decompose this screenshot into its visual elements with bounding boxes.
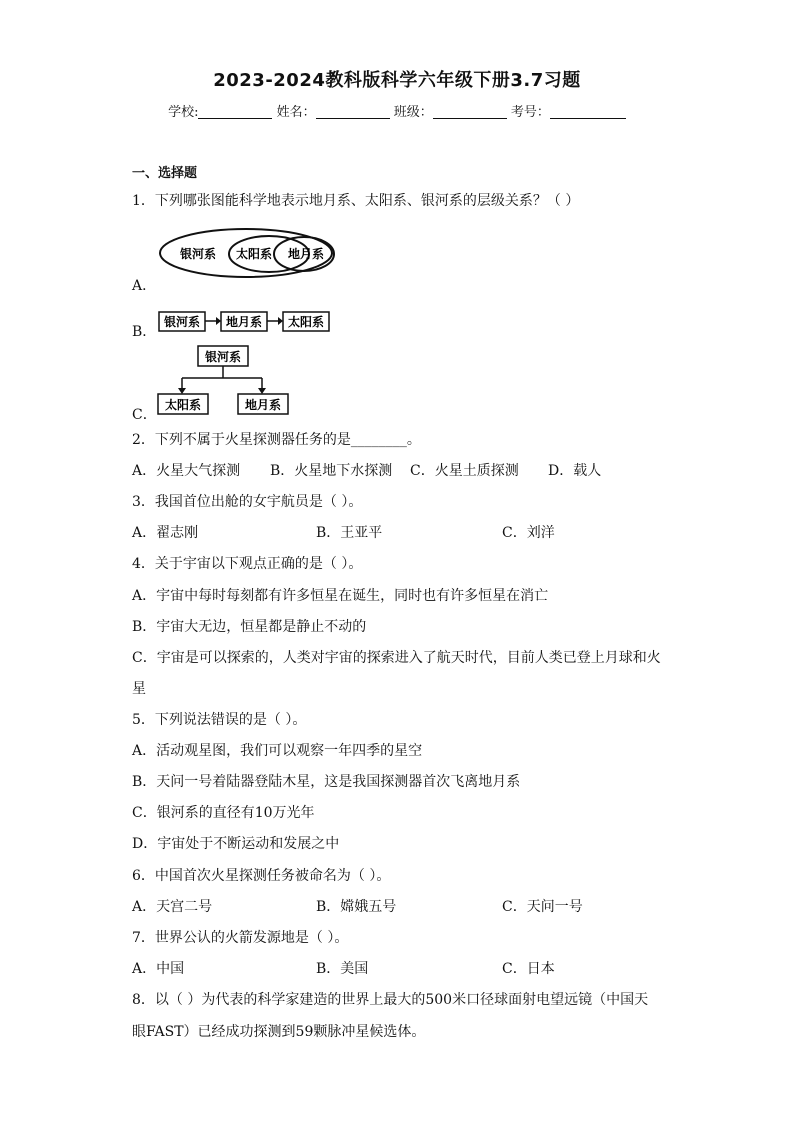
label-solar-system: 太阳系	[235, 247, 273, 261]
question-4-option-a[interactable]: A．宇宙中每时每刻都有许多恒星在诞生，同时也有许多恒星在消亡	[132, 588, 549, 604]
question-2-option-b[interactable]: B．火星地下水探测	[270, 463, 393, 479]
number-label: 考号：	[510, 105, 550, 120]
question-6-option-a[interactable]: A．天宫二号	[132, 899, 213, 915]
question-4-option-c-continued: 星	[132, 681, 146, 697]
question-2-stem: 2．下列不属于火星探测器任务的是________。	[132, 432, 421, 448]
question-3-stem: 3．我国首位出舱的女宇航员是（ ）。	[132, 494, 363, 510]
question-5-option-b[interactable]: B．天问一号着陆器登陆木星，这是我国探测器首次飞离地月系	[132, 774, 521, 790]
student-info-row	[0, 101, 794, 120]
question-4-stem: 4．关于宇宙以下观点正确的是（ ）。	[132, 556, 363, 572]
question-1-option-a[interactable]: A．	[132, 278, 157, 294]
question-5-stem: 5．下列说法错误的是（ ）。	[132, 712, 307, 728]
question-7-option-c[interactable]: C．日本	[502, 961, 555, 977]
question-4-option-b[interactable]: B．宇宙大无边，恒星都是静止不动的	[132, 619, 367, 635]
name-label: 姓名：	[276, 105, 316, 120]
class-label: 班级：	[393, 105, 433, 120]
question-3-option-a[interactable]: A．翟志刚	[132, 525, 199, 541]
box-1-label: 银河系	[163, 315, 201, 329]
box-3-label: 太阳系	[287, 315, 325, 329]
question-2-option-d[interactable]: D．载人	[548, 463, 602, 479]
figure-option-b-chain	[158, 310, 330, 334]
page-title: 2023-2024教科版科学六年级下册3.7习题	[213, 70, 581, 91]
question-4-option-c[interactable]: C．宇宙是可以探索的，人类对宇宙的探索进入了航天时代，目前人类已登上月球和火	[132, 650, 661, 666]
figure-option-a-nested-ellipses	[158, 226, 338, 280]
question-3-option-b[interactable]: B．王亚平	[316, 525, 383, 541]
tree-left-arrowhead	[178, 388, 186, 394]
label-galaxy: 银河系	[179, 247, 217, 261]
school-field[interactable]	[198, 104, 272, 119]
question-3-option-c[interactable]: C．刘洋	[502, 525, 555, 541]
question-7-stem: 7．世界公认的火箭发源地是（ ）。	[132, 930, 349, 946]
question-7-option-a[interactable]: A．中国	[132, 961, 185, 977]
question-1-stem: 1．下列哪张图能科学地表示地月系、太阳系、银河系的层级关系？（ ）	[132, 193, 580, 209]
question-2-option-a[interactable]: A．火星大气探测	[132, 463, 241, 479]
tree-right-arrowhead	[258, 388, 266, 394]
question-8-stem-line-2: 眼FAST）已经成功探测到59颗脉冲星候选体。	[132, 1024, 426, 1040]
tree-top-label: 银河系	[204, 350, 242, 364]
question-1-option-b[interactable]: B．	[132, 324, 157, 340]
box-2-label: 地月系	[225, 315, 263, 329]
question-1-option-c[interactable]: C．	[132, 407, 157, 423]
question-6-option-b[interactable]: B．嫦娥五号	[316, 899, 397, 915]
question-6-stem: 6．中国首次火星探测任务被命名为（ ）。	[132, 868, 391, 884]
label-earth-moon: 地月系	[287, 247, 325, 261]
tree-right-label: 地月系	[244, 398, 282, 412]
question-5-option-d[interactable]: D．宇宙处于不断运动和发展之中	[132, 836, 340, 852]
school-label: 学校:	[168, 105, 199, 120]
section-heading: 一、选择题	[132, 166, 198, 181]
question-6-option-c[interactable]: C．天问一号	[502, 899, 583, 915]
number-field[interactable]	[550, 104, 626, 119]
figure-option-c-tree	[156, 344, 292, 416]
class-field[interactable]	[433, 104, 507, 119]
question-8-stem-line-1: 8．以（ ）为代表的科学家建造的世界上最大的500米口径球面射电望远镜（中国天	[132, 992, 649, 1008]
question-5-option-a[interactable]: A．活动观星图，我们可以观察一年四季的星空	[132, 743, 423, 759]
tree-left-label: 太阳系	[164, 398, 202, 412]
question-7-option-b[interactable]: B．美国	[316, 961, 369, 977]
question-2-option-c[interactable]: C．火星土质探测	[410, 463, 519, 479]
question-5-option-c[interactable]: C．银河系的直径有10万光年	[132, 805, 315, 821]
name-field[interactable]	[316, 104, 390, 119]
